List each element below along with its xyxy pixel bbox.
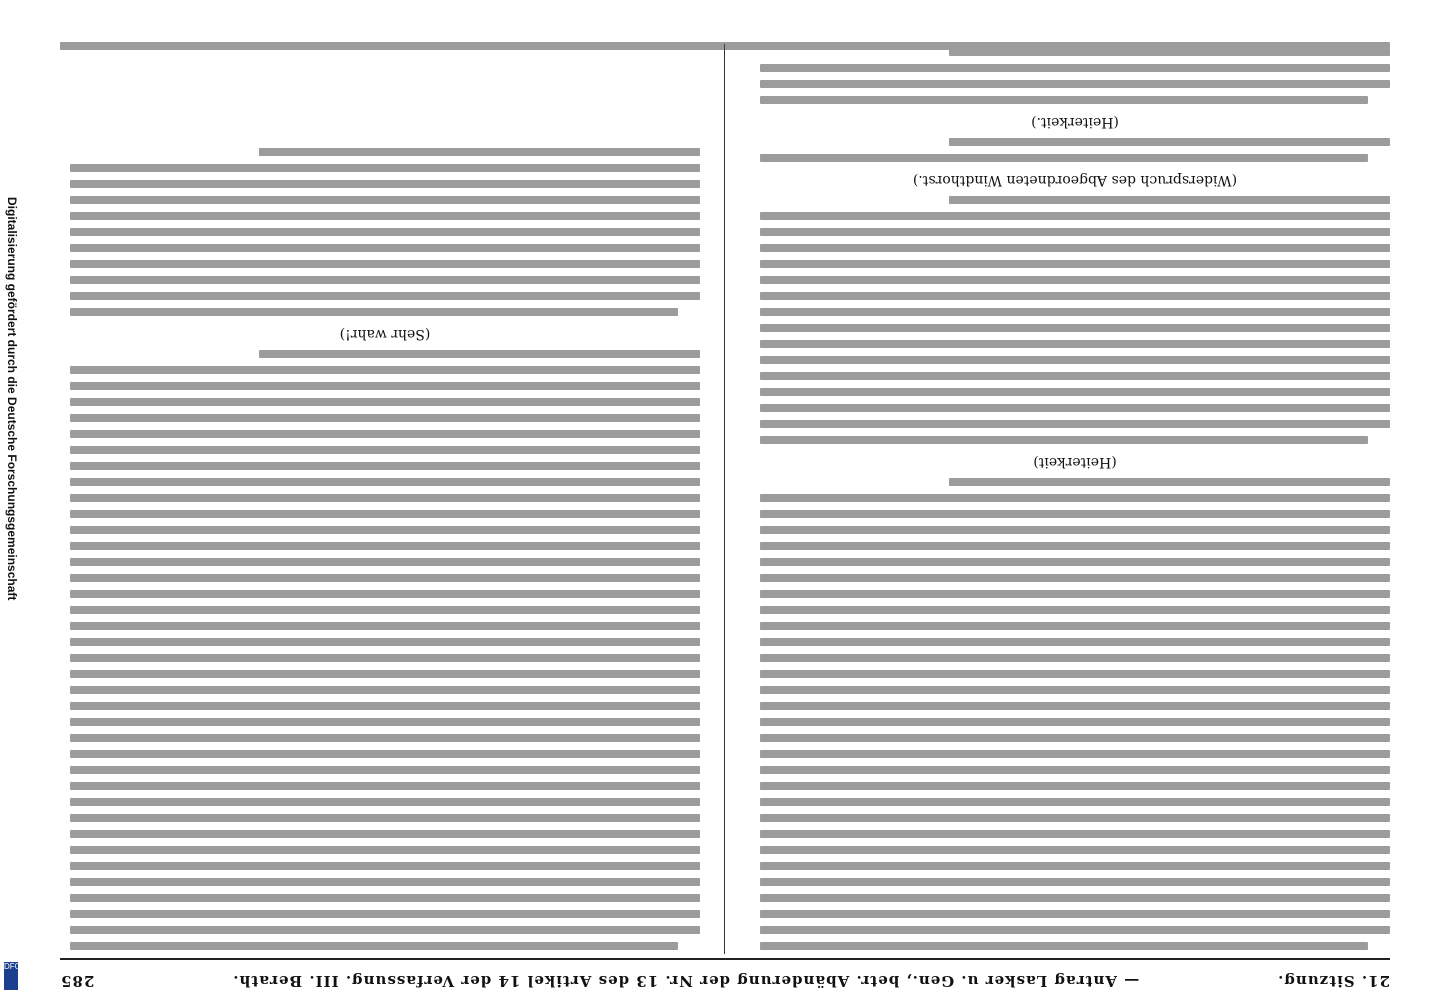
text-line [760, 590, 1390, 598]
text-line [760, 894, 1390, 902]
text-line [760, 798, 1390, 806]
text-line [70, 308, 678, 316]
text-line [760, 542, 1390, 550]
text-line [70, 292, 700, 300]
text-line [760, 420, 1390, 428]
text-line [70, 462, 700, 470]
text-line [760, 308, 1390, 316]
text-line [70, 382, 700, 390]
text-line [760, 324, 1390, 332]
paragraph-block [70, 148, 700, 316]
text-line [70, 478, 700, 486]
text-line [949, 196, 1390, 204]
text-line [760, 340, 1390, 348]
paragraph-block [760, 50, 1390, 104]
paragraph-block [760, 478, 1390, 950]
text-line [70, 558, 700, 566]
text-line [760, 356, 1390, 364]
text-line [70, 414, 700, 422]
text-line [760, 96, 1368, 104]
text-line [70, 366, 700, 374]
text-line [70, 862, 700, 870]
text-line [760, 830, 1390, 838]
text-line [760, 574, 1390, 582]
text-line [70, 622, 700, 630]
text-line [259, 350, 700, 358]
dfg-logo-icon: DFG [4, 962, 18, 990]
text-line [70, 766, 700, 774]
text-line [760, 670, 1390, 678]
text-line [259, 148, 700, 156]
text-line [70, 942, 678, 950]
text-line [760, 750, 1390, 758]
text-line [760, 212, 1390, 220]
text-line [70, 590, 700, 598]
page-number: 285 [60, 972, 95, 990]
text-line [70, 430, 700, 438]
text-line [70, 894, 700, 902]
text-line [760, 686, 1390, 694]
interjection: (Widerspruch des Abgeordneten Windthorst.) [912, 172, 1238, 188]
text-line [760, 622, 1390, 630]
text-line [760, 606, 1390, 614]
text-line [760, 638, 1390, 646]
text-line [70, 734, 700, 742]
text-line [70, 926, 700, 934]
text-line [70, 196, 700, 204]
text-line [70, 638, 700, 646]
credit-text: Digitalisierung gefördert durch die Deutsche Forschungsgemeinschaft [5, 197, 19, 601]
text-line [70, 878, 700, 886]
text-line [760, 926, 1390, 934]
text-line [70, 244, 700, 252]
interjection: (Heiterkeit) [1033, 454, 1117, 470]
text-line [760, 654, 1390, 662]
text-line [70, 798, 700, 806]
text-line [70, 212, 700, 220]
rotated-sheet [60, 40, 1390, 990]
running-header [60, 964, 1390, 990]
text-line [70, 260, 700, 268]
text-line [949, 50, 1390, 56]
interjection: (Sehr wahr!) [339, 326, 431, 342]
text-line [70, 606, 700, 614]
paragraph-block [760, 138, 1390, 162]
paragraph-block [760, 196, 1390, 444]
text-line [760, 292, 1390, 300]
text-line [760, 558, 1390, 566]
text-line [760, 942, 1368, 950]
text-line [70, 910, 700, 918]
text-line [760, 388, 1390, 396]
text-line [70, 526, 700, 534]
text-line [760, 80, 1390, 88]
text-line [760, 862, 1390, 870]
text-line [760, 64, 1390, 72]
text-line [70, 654, 700, 662]
text-line [760, 372, 1390, 380]
text-line [760, 244, 1390, 252]
text-line [760, 910, 1390, 918]
text-line [70, 702, 700, 710]
side-credit [2, 0, 20, 1000]
text-line [70, 510, 700, 518]
text-line [760, 436, 1368, 444]
right-column [70, 50, 700, 950]
text-line [70, 164, 700, 172]
text-line [70, 670, 700, 678]
header-rule [60, 958, 1390, 960]
scan-edge-line [60, 42, 1390, 50]
text-line [760, 846, 1390, 854]
text-line [70, 846, 700, 854]
header-left: 21. Sitzung. [1277, 972, 1390, 990]
text-line [70, 494, 700, 502]
text-line [760, 878, 1390, 886]
text-line [70, 574, 700, 582]
text-line [70, 542, 700, 550]
text-line [760, 260, 1390, 268]
text-line [760, 494, 1390, 502]
text-line [760, 766, 1390, 774]
text-line [760, 718, 1390, 726]
text-line [760, 154, 1368, 162]
text-line [70, 718, 700, 726]
text-line [760, 404, 1390, 412]
paragraph-block [70, 350, 700, 950]
left-column [760, 50, 1390, 950]
text-line [760, 228, 1390, 236]
interjection: (Heiterkeit.) [1031, 114, 1119, 130]
text-line [760, 814, 1390, 822]
text-line [760, 526, 1390, 534]
text-line [70, 228, 700, 236]
text-line [70, 814, 700, 822]
text-line [70, 782, 700, 790]
text-line [760, 276, 1390, 284]
header-center: — Antrag Lasker u. Gen., betr. Abänderung der Nr. 13 des Artikel 14 der Verfassung. III. Berath. [232, 972, 1140, 990]
bottom-edge [60, 40, 1390, 50]
text-line [70, 830, 700, 838]
text-line [760, 702, 1390, 710]
text-line [949, 138, 1390, 146]
text-line [70, 750, 700, 758]
text-line [70, 398, 700, 406]
column-divider [724, 44, 725, 954]
text-line [760, 510, 1390, 518]
text-line [70, 686, 700, 694]
text-line [70, 180, 700, 188]
text-line [760, 782, 1390, 790]
text-line [949, 478, 1390, 486]
text-line [760, 734, 1390, 742]
text-line [70, 276, 700, 284]
text-line [70, 446, 700, 454]
